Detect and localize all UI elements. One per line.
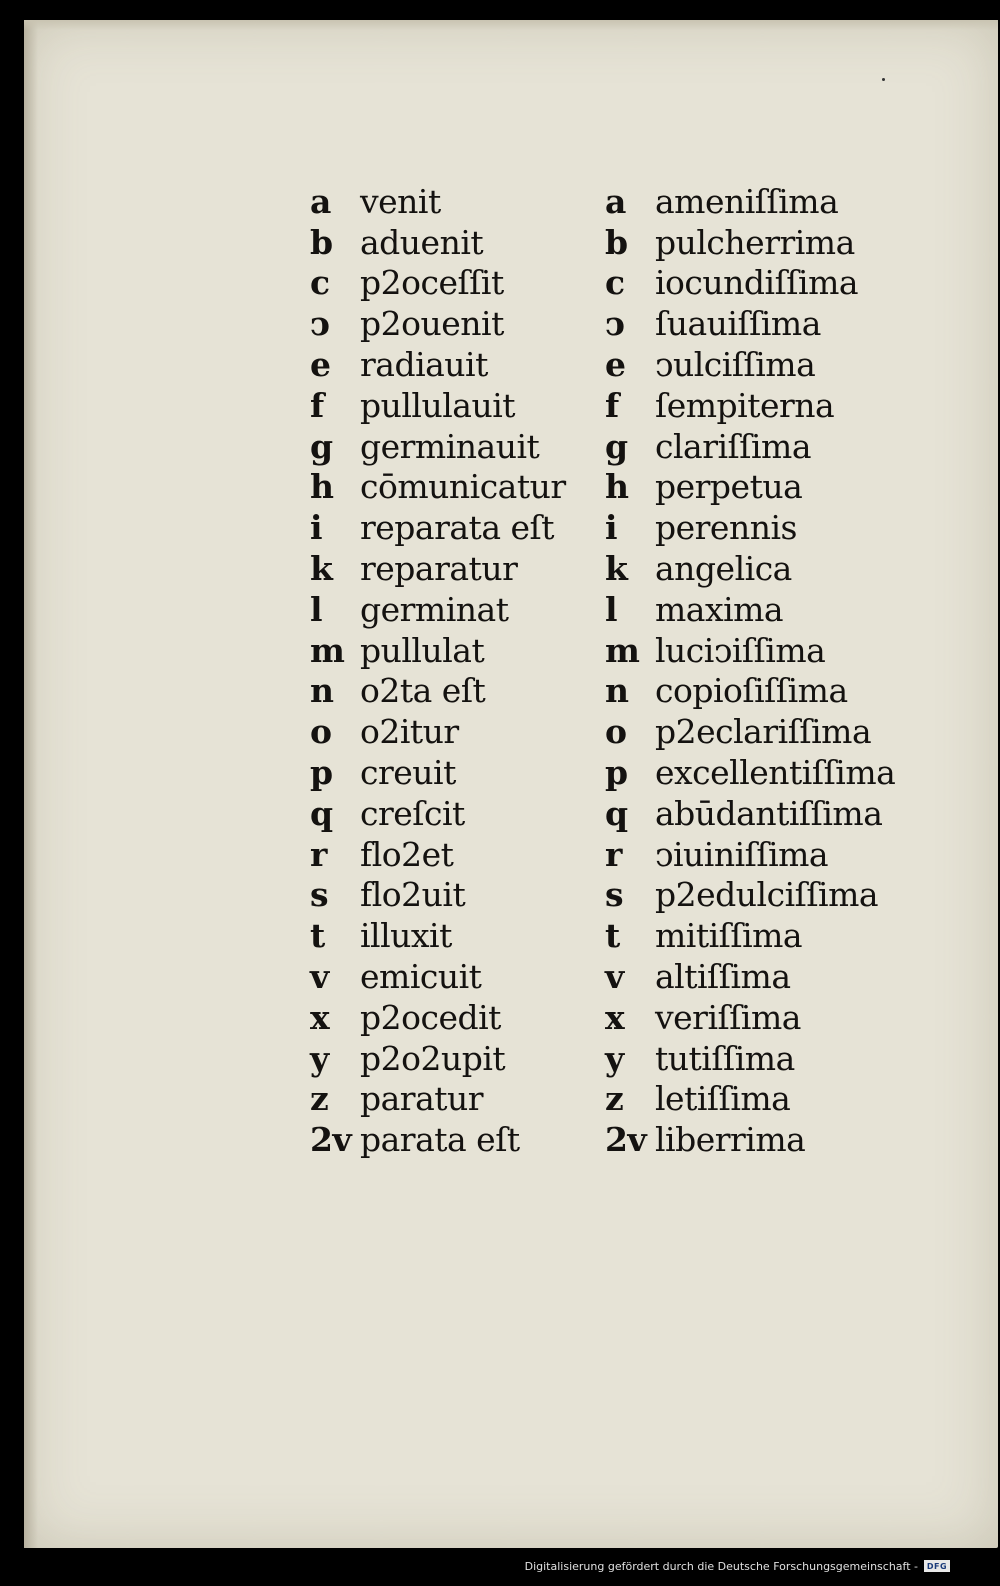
left-entry-word: flo2uit [360,875,466,915]
right-entry-row [605,222,895,263]
right-entry-word: altiſſima [655,957,791,997]
left-entry-letter: c [310,263,330,303]
right-entry-letter: b [605,222,628,262]
right-entry-row [605,548,895,589]
left-entry-word: p2o2upit [360,1038,506,1078]
right-entry-word: iocundiſſima [655,263,859,303]
right-entry-letter: z [605,1079,624,1119]
right-entry-word: clariſſima [655,426,811,466]
right-entry-letter: c [605,263,625,303]
right-entry-row [605,181,895,222]
left-entry-letter: k [310,549,333,589]
right-entry-letter: s [605,875,624,915]
left-entry-letter: s [310,875,329,915]
right-entry-row [605,303,895,344]
right-entry-word: maxima [655,589,784,629]
right-entry-word: p2edulciſſima [655,875,879,915]
right-entry-letter: f [605,385,619,425]
right-entry-row [605,263,895,304]
right-entry-letter: ↄ [605,304,625,344]
left-entry-row [310,589,566,630]
right-entry-row [605,385,895,426]
right-entry-letter: m [605,630,640,670]
left-entry-letter: g [310,426,333,466]
left-entry-row [310,344,566,385]
right-entry-row [605,752,895,793]
right-word-column [605,181,895,1160]
right-entry-letter: v [605,957,624,997]
right-entry-letter: e [605,345,626,385]
right-entry-row [605,467,895,508]
left-entry-row [310,630,566,671]
right-entry-word: veriſſima [655,997,801,1037]
right-entry-row [605,711,895,752]
left-entry-row [310,956,566,997]
left-entry-row [310,385,566,426]
left-entry-letter: y [310,1038,329,1078]
right-entry-row [605,956,895,997]
left-entry-row [310,1038,566,1079]
left-entry-word: illuxit [360,916,452,956]
left-entry-word: emicuit [360,957,482,997]
right-entry-word: mitiſſima [655,916,803,956]
right-entry-row [605,344,895,385]
right-entry-row [605,671,895,712]
right-entry-row [605,793,895,834]
right-entry-word: pulcherrima [655,222,855,262]
right-entry-word: p2eclariſſima [655,712,872,752]
right-entry-word: letiſſima [655,1079,791,1119]
left-entry-row [310,711,566,752]
left-entry-letter: e [310,345,331,385]
right-entry-word: perpetua [655,467,803,507]
right-entry-row [605,834,895,875]
right-entry-word: ↄulciſſima [655,345,816,385]
left-entry-letter: t [310,916,325,956]
right-entry-row [605,1119,895,1160]
left-entry-letter: i [310,508,323,548]
right-entry-word: excellentiſſima [655,753,896,793]
right-entry-letter: t [605,916,620,956]
right-entry-letter: n [605,671,629,711]
left-entry-letter: o [310,712,332,752]
left-entry-row [310,1079,566,1120]
left-entry-letter: b [310,222,333,262]
left-entry-word: o2itur [360,712,459,752]
left-entry-word: creſcit [360,793,465,833]
right-entry-row [605,915,895,956]
left-entry-letter: n [310,671,334,711]
left-entry-row [310,793,566,834]
left-entry-word: reparata eſt [360,508,554,548]
right-entry-word: liberrima [655,1120,806,1160]
right-entry-row [605,589,895,630]
right-entry-letter: p [605,753,628,793]
left-entry-word: cōmunicatur [360,467,566,507]
left-entry-letter: q [310,793,333,833]
left-entry-letter: x [310,997,330,1037]
left-entry-row [310,426,566,467]
left-entry-word: parata eſt [360,1120,520,1160]
left-entry-word: p2oceſſit [360,263,504,303]
right-entry-letter: k [605,549,628,589]
right-entry-letter: 2v [605,1120,647,1160]
left-entry-word: venit [360,181,441,221]
left-entry-word: radiauit [360,345,488,385]
right-entry-row [605,507,895,548]
left-entry-word: pullulat [360,630,485,670]
left-entry-row [310,263,566,304]
right-entry-word: ameniſſima [655,181,839,221]
left-entry-letter: h [310,467,334,507]
left-entry-row [310,181,566,222]
left-entry-row [310,671,566,712]
right-entry-word: abūdantiſſima [655,793,883,833]
right-entry-letter: y [605,1038,624,1078]
right-entry-word: luciↄiſſima [655,630,826,670]
right-entry-row [605,1079,895,1120]
right-entry-letter: g [605,426,628,466]
left-entry-word: p2ocedit [360,997,501,1037]
left-entry-word: pullulauit [360,385,516,425]
left-entry-word: creuit [360,753,456,793]
left-entry-row [310,997,566,1038]
right-entry-letter: o [605,712,627,752]
left-entry-word: aduenit [360,222,484,262]
left-entry-letter: 2v [310,1120,352,1160]
left-entry-letter: a [310,181,331,221]
left-entry-row [310,548,566,589]
right-entry-letter: r [605,834,622,874]
right-entry-word: copioſiſſima [655,671,848,711]
left-entry-word: reparatur [360,549,518,589]
right-entry-row [605,997,895,1038]
left-entry-letter: m [310,630,345,670]
ink-speck [882,78,885,81]
dfg-logo-icon: DFG [924,1560,950,1572]
left-entry-row [310,752,566,793]
right-entry-row [605,1038,895,1079]
left-entry-row [310,507,566,548]
right-entry-word: ſempiterna [655,385,835,425]
left-entry-row [310,834,566,875]
digitization-footer [525,1556,950,1576]
left-entry-row [310,1119,566,1160]
footer-text: Digitalisierung gefördert durch die Deutsche Forschungsgemeinschaft - [524,1559,918,1573]
right-entry-word: angelica [655,549,792,589]
left-entry-row [310,915,566,956]
left-word-column [310,181,566,1160]
page-edge-shadow [24,20,38,1548]
right-entry-row [605,875,895,916]
right-entry-word: ſuauiſſima [655,304,821,344]
right-entry-letter: x [605,997,625,1037]
left-entry-row [310,222,566,263]
right-entry-row [605,426,895,467]
page-top-shadow [24,20,998,30]
right-entry-word: perennis [655,508,797,548]
right-entry-word: ↄiuiniſſima [655,834,829,874]
right-entry-row [605,630,895,671]
left-entry-letter: z [310,1079,329,1119]
left-entry-letter: r [310,834,327,874]
right-entry-letter: a [605,181,626,221]
left-entry-letter: p [310,753,333,793]
left-entry-word: germinat [360,589,509,629]
left-entry-word: o2ta eſt [360,671,486,711]
right-entry-letter: l [605,589,618,629]
left-entry-row [310,467,566,508]
left-entry-letter: f [310,385,324,425]
left-entry-letter: ↄ [310,304,330,344]
right-entry-letter: h [605,467,629,507]
left-entry-word: flo2et [360,834,454,874]
left-entry-word: germinauit [360,426,540,466]
right-entry-word: tutiſſima [655,1038,795,1078]
right-entry-letter: q [605,793,628,833]
left-entry-word: p2ouenit [360,304,504,344]
left-entry-letter: l [310,589,323,629]
left-entry-row [310,875,566,916]
left-entry-row [310,303,566,344]
right-entry-letter: i [605,508,618,548]
left-entry-letter: v [310,957,329,997]
left-entry-word: paratur [360,1079,484,1119]
